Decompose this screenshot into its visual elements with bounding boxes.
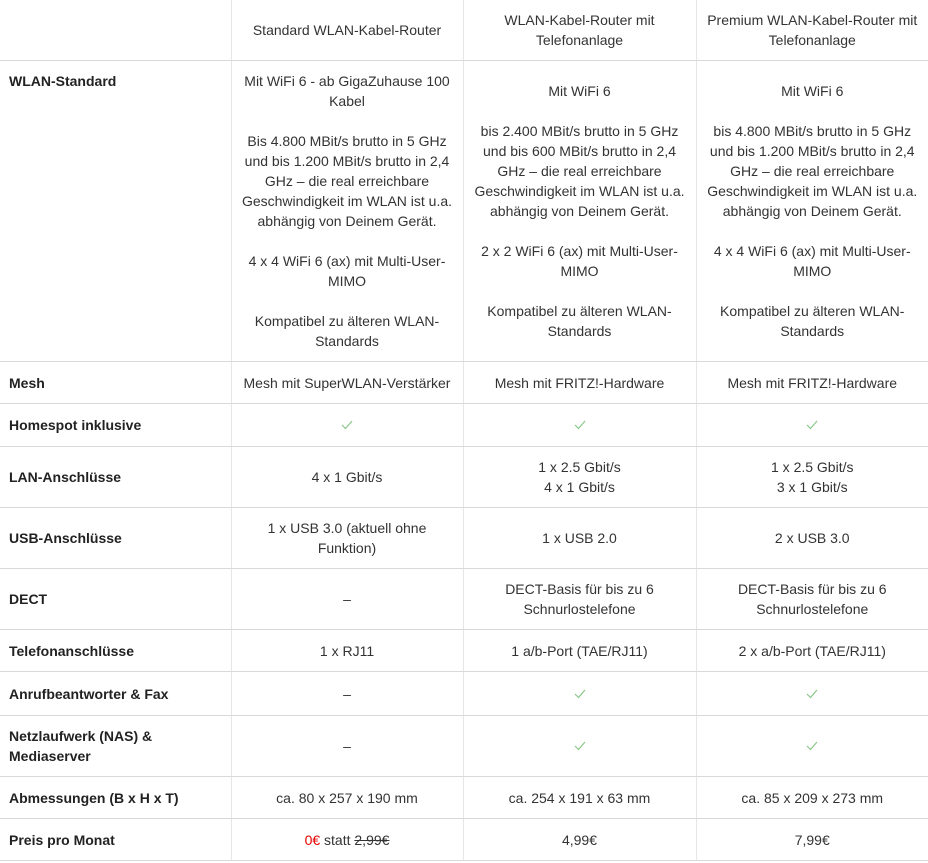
row-label: Netzlaufwerk (NAS) & Mediaserver bbox=[0, 716, 231, 777]
cell-premium: 7,99€ bbox=[696, 819, 928, 861]
cell-telefonanlage bbox=[463, 716, 696, 777]
row-telefonanschluesse bbox=[0, 630, 928, 672]
cell-premium bbox=[696, 716, 928, 777]
price-old: 2,99€ bbox=[354, 831, 390, 848]
product-header-telefonanlage: WLAN-Kabel-Router mit Telefonanlage bbox=[463, 0, 696, 61]
wlan-text: Bis 4.800 MBit/s brutto in 5 GHz und bis 1.200 MBit/s brutto in 2,4 GHz – die real erreichbare Geschwindigkeit im WLAN ist u.a. abhängig von Deinem Gerät. bbox=[241, 133, 453, 229]
row-label: Anrufbeantworter & Fax bbox=[0, 672, 231, 716]
row-anrufbeantworter bbox=[0, 672, 928, 716]
checkmark-icon bbox=[806, 420, 818, 430]
row-mesh bbox=[0, 362, 928, 404]
wlan-text: 4 x 4 WiFi 6 (ax) mit Multi-User-MIMO bbox=[248, 253, 446, 289]
checkmark-icon bbox=[574, 741, 586, 751]
cell-standard: Mesh mit SuperWLAN-Verstärker bbox=[231, 362, 463, 404]
checkmark-icon bbox=[806, 741, 818, 751]
cell-premium: DECT-Basis für bis zu 6 Schnurlostelefone bbox=[696, 569, 928, 630]
cell-telefonanlage bbox=[463, 404, 696, 447]
price-new: 0€ bbox=[304, 831, 321, 848]
product-header-standard: Standard WLAN-Kabel-Router bbox=[231, 0, 463, 61]
cell-standard: 1 x USB 3.0 (aktuell ohne Funktion) bbox=[231, 508, 463, 569]
price-statt: statt bbox=[324, 831, 351, 848]
product-header-premium: Premium WLAN-Kabel-Router mit Telefonanlage bbox=[696, 0, 928, 61]
row-lan bbox=[0, 447, 928, 508]
checkmark-icon bbox=[341, 420, 353, 430]
header-row bbox=[0, 0, 928, 61]
wlan-text: Kompatibel zu älteren WLAN-Standards bbox=[720, 303, 905, 339]
checkmark-icon bbox=[574, 420, 586, 430]
cell-premium: 2 x USB 3.0 bbox=[696, 508, 928, 569]
cell-telefonanlage bbox=[463, 61, 696, 362]
cell-telefonanlage: 4,99€ bbox=[463, 819, 696, 861]
row-homespot bbox=[0, 404, 928, 447]
wlan-text: Mit WiFi 6 - ab GigaZuhause 100 Kabel bbox=[244, 73, 450, 109]
wlan-text: bis 4.800 MBit/s brutto in 5 GHz und bis 1.200 MBit/s brutto in 2,4 GHz – die real erreichbare Geschwindigkeit im WLAN ist u.a. abhängig von Deinem Gerät. bbox=[707, 123, 918, 219]
cell-standard: – bbox=[231, 569, 463, 630]
cell-telefonanlage bbox=[463, 672, 696, 716]
cell-telefonanlage: DECT-Basis für bis zu 6 Schnurlostelefone bbox=[463, 569, 696, 630]
wlan-text: Mit WiFi 6 bbox=[548, 83, 611, 99]
cell-telefonanlage: ca. 254 x 191 x 63 mm bbox=[463, 777, 696, 819]
row-dect bbox=[0, 569, 928, 630]
cell-telefonanlage: 1 x USB 2.0 bbox=[463, 508, 696, 569]
cell-standard: – bbox=[231, 672, 463, 716]
cell-standard: – bbox=[231, 716, 463, 777]
row-label: Mesh bbox=[0, 362, 231, 404]
wlan-text: Mit WiFi 6 bbox=[781, 83, 844, 99]
wlan-text: 2 x 2 WiFi 6 (ax) mit Multi-User-MIMO bbox=[481, 243, 678, 279]
row-label: USB-Anschlüsse bbox=[0, 508, 231, 569]
wlan-text: 4 x 4 WiFi 6 (ax) mit Multi-User-MIMO bbox=[713, 243, 911, 279]
cell-standard bbox=[231, 404, 463, 447]
cell-premium bbox=[696, 672, 928, 716]
row-wlan-standard bbox=[0, 61, 928, 362]
cell-premium: 2 x a/b-Port (TAE/RJ11) bbox=[696, 630, 928, 672]
cell-telefonanlage: Mesh mit FRITZ!-Hardware bbox=[463, 362, 696, 404]
cell-premium: 1 x 2.5 Gbit/s 3 x 1 Gbit/s bbox=[696, 447, 928, 508]
wlan-text: Kompatibel zu älteren WLAN-Standards bbox=[487, 303, 672, 339]
cell-telefonanlage: 1 a/b-Port (TAE/RJ11) bbox=[463, 630, 696, 672]
corner-cell bbox=[0, 0, 231, 61]
row-label: LAN-Anschlüsse bbox=[0, 447, 231, 508]
cell-premium: ca. 85 x 209 x 273 mm bbox=[696, 777, 928, 819]
cell-telefonanlage: 1 x 2.5 Gbit/s 4 x 1 Gbit/s bbox=[463, 447, 696, 508]
row-label: Telefonanschlüsse bbox=[0, 630, 231, 672]
cell-standard bbox=[231, 61, 463, 362]
cell-premium bbox=[696, 404, 928, 447]
cell-premium bbox=[696, 61, 928, 362]
cell-standard: 4 x 1 Gbit/s bbox=[231, 447, 463, 508]
wlan-text: bis 2.400 MBit/s brutto in 5 GHz und bis 600 MBit/s brutto in 2,4 GHz – die real erreichbare Geschwindigkeit im WLAN ist u.a. abhängig von Deinem Gerät. bbox=[474, 123, 685, 219]
row-label: Abmessungen (B x H x T) bbox=[0, 777, 231, 819]
checkmark-icon bbox=[806, 689, 818, 699]
cell-standard: 1 x RJ11 bbox=[231, 630, 463, 672]
cell-standard: ca. 80 x 257 x 190 mm bbox=[231, 777, 463, 819]
row-label: Preis pro Monat bbox=[0, 819, 231, 861]
wlan-text: Kompatibel zu älteren WLAN-Standards bbox=[254, 313, 440, 349]
row-usb bbox=[0, 508, 928, 569]
row-label: Homespot inklusive bbox=[0, 404, 231, 447]
row-preis bbox=[0, 819, 928, 861]
row-abmessungen bbox=[0, 777, 928, 819]
cell-standard bbox=[231, 819, 463, 861]
row-label: WLAN-Standard bbox=[0, 61, 231, 362]
cell-premium: Mesh mit FRITZ!-Hardware bbox=[696, 362, 928, 404]
row-label: DECT bbox=[0, 569, 231, 630]
checkmark-icon bbox=[574, 689, 586, 699]
row-nas bbox=[0, 716, 928, 777]
